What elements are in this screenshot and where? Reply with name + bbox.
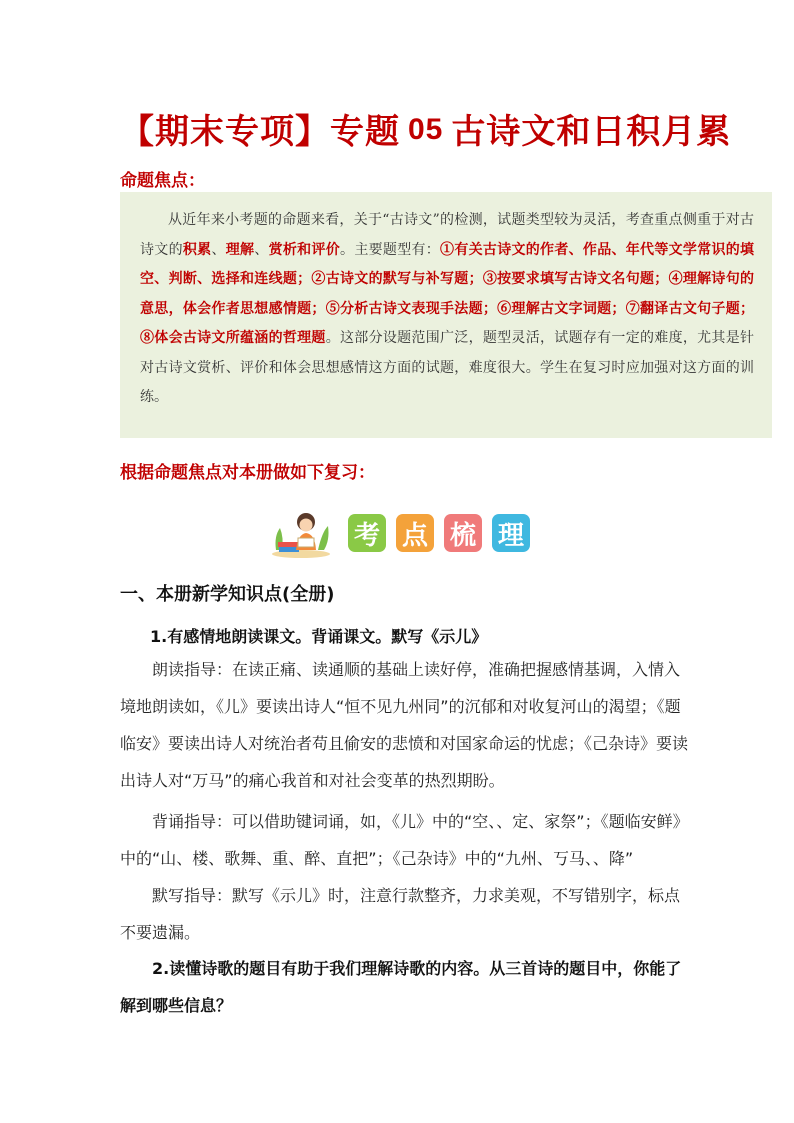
tile-kao: 考 <box>348 514 386 552</box>
focus-keyword-appreciate: 赏析和评价 <box>268 241 341 258</box>
focus-question-types: ①有关古诗文的作者、作品、年代等文学常识的填空、判断、选择和连线题；②古诗文的默写与补写题；③按要求填写古诗文名句题；④理解诗句的意思，体会作者思想感情题；⑤分析古诗文表现手法题；⑥理解古文字词题；⑦翻译古文句子题；⑧体会古诗文所蕴涵的哲理题 <box>140 241 755 346</box>
kaodian-banner <box>270 508 530 558</box>
tile-dian: 点 <box>396 514 434 552</box>
page-title <box>120 104 760 153</box>
title-suffix: 古诗文和日积月累 <box>451 112 732 152</box>
reading-girl-icon <box>270 508 332 558</box>
item2-heading: 2.读懂诗歌的题目有助于我们理解诗歌的内容。从三首诗的题目中，你能了解到哪些信息？ <box>120 959 682 1015</box>
focus-keyword-accumulate: 积累 <box>182 241 212 258</box>
section1-heading: 一、本册新学知识点(全册) <box>120 584 335 605</box>
focus-box <box>120 192 772 438</box>
item1-heading: 1.有感情地朗读课文。背诵课文。默写《示儿》 <box>150 627 488 646</box>
focus-text-1: 从近年来小考题的命题来看，关于“古诗文”的检测，试题类型较为灵活，考查重点侧重于对古诗文的 <box>140 212 754 258</box>
focus-text-5: 。这部分设题范围广泛，题型灵活，试题存有一定的难度，尤其是针对古诗文赏析、评价和体会思想感情这方面的试题，难度很大。学生在复习时应加强对这方面的训练。 <box>140 330 755 405</box>
dictation-guide: 默写指导：默写《示儿》时，注意行款整齐，力求美观，不写错别字，标点不要遗漏。 <box>120 886 681 942</box>
focus-text-2: 、 <box>211 241 226 258</box>
review-label: 根据命题焦点对本册做如下复习： <box>120 463 375 483</box>
focus-label: 命题焦点： <box>120 171 205 191</box>
title-prefix: 【期末专项】专题 <box>120 112 400 152</box>
recite-guide: 背诵指导：可以借助键词诵，如，《儿》中的“空、、定、家祭”；《题临安鲜》中的“山、楼、歌舞、重、醉、直把”；《己杂诗》中的“九州、丂马、、降” <box>120 812 689 868</box>
reading-guide: 朗读指导：在读正痛、读通顺的基础上读好停，准确把握感情基调，入情入境地朗读如，《儿》要读出诗人“恒不见九州同”的沉郁和对收复河山的渴望；《题临安》要读出诗人对统治者苟且偷安的悲愤和对国家命运的忧虑；《己杂诗》要读出诗人对“万马”的痛心我首和对社会变革的热烈期盼。 <box>120 660 689 790</box>
title-number: 05 <box>408 113 444 146</box>
tile-li: 理 <box>492 514 530 552</box>
focus-keyword-understand: 理解 <box>225 241 255 258</box>
focus-text-4: 。主要题型有： <box>340 241 441 258</box>
tile-shu: 梳 <box>444 514 482 552</box>
focus-paragraph <box>140 206 754 413</box>
focus-text-3: 、 <box>254 241 269 258</box>
